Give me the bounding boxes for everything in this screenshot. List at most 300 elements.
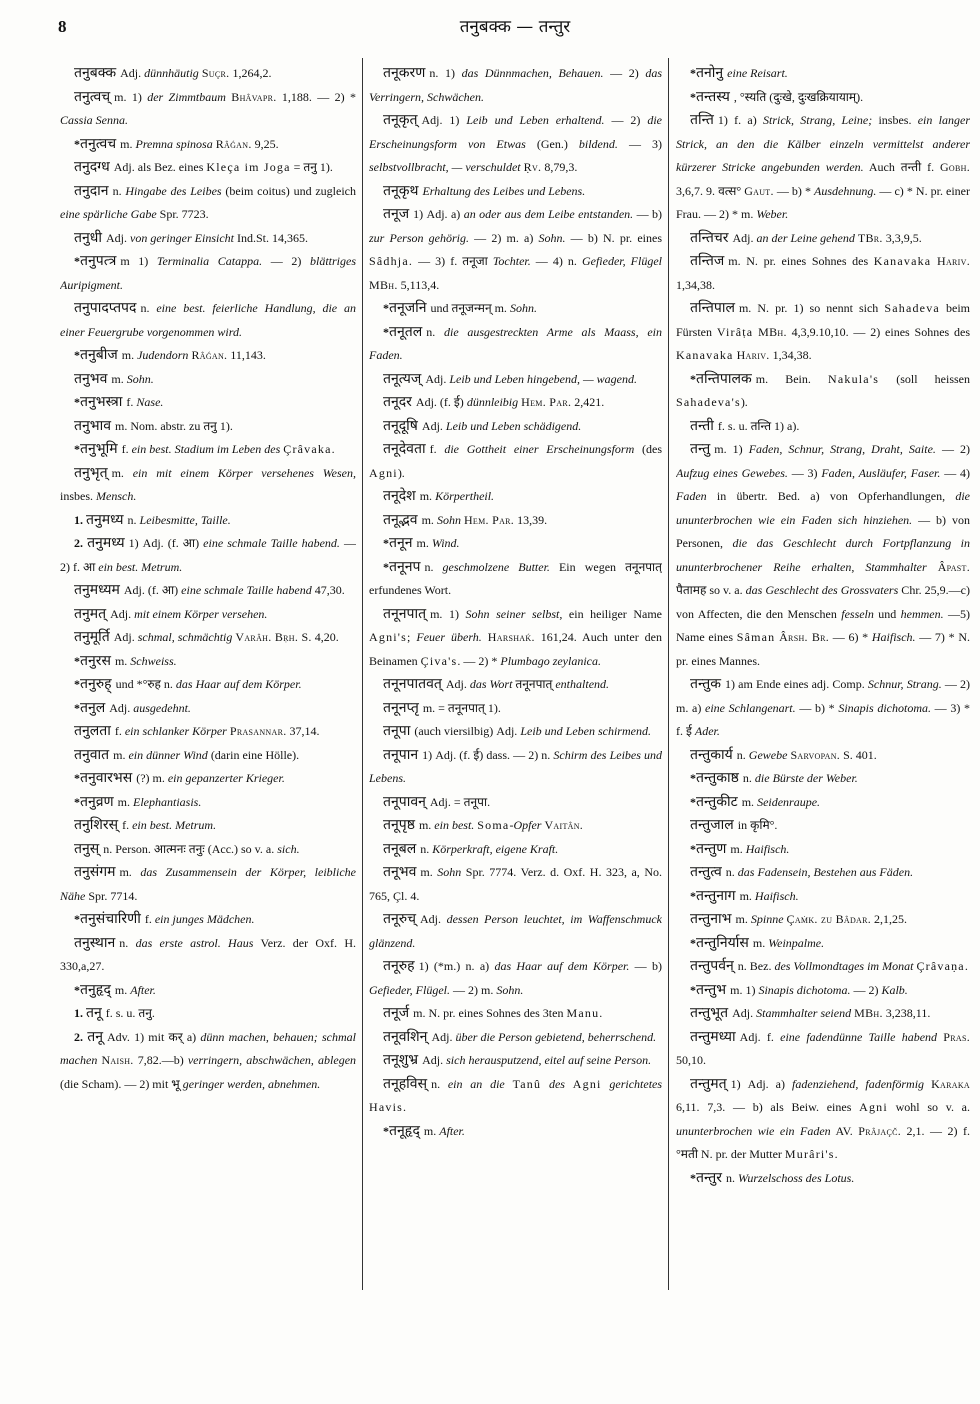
dictionary-entry — [676, 955, 970, 979]
entry-text: eine schmale Taille habend. — [203, 536, 340, 550]
entry-marker: 2. — [74, 1029, 83, 1044]
entry-text: Stammhalter seiend — [756, 1006, 852, 1020]
entry-text: — b) — [633, 207, 662, 221]
entry-text: Spr. 7723. — [156, 207, 209, 221]
entry-text: m. — [420, 865, 438, 879]
entry-text: Gaut. — [744, 183, 774, 198]
headword: तन्तुनाभ — [690, 911, 732, 927]
entry-text: 2,421. — [571, 395, 605, 409]
headword: तन्तुपर्वन् — [690, 958, 734, 974]
entry-marker: 1. — [74, 1006, 83, 1020]
entry-text: m. 1) — [730, 982, 759, 997]
entry-text: Terminalia Catappa. — [156, 254, 263, 268]
entry-text: 3,3,9,5. — [882, 230, 922, 245]
entry-text: Çrâvaka. — [283, 442, 336, 456]
dictionary-entry — [369, 720, 662, 744]
entry-text: ein mit einem Körper versehenes Wesen, — [132, 465, 356, 480]
entry-text: Varâh. Bṛh. S. — [235, 630, 312, 644]
entry-text: 6,11. 7,3. — b) als Beiw. eines — [676, 1100, 860, 1114]
entry-text: m. Bein. — [755, 371, 828, 386]
entry-text: eine Schlangenart. — [705, 700, 796, 715]
entry-text — [565, 1077, 573, 1091]
entry-text: - — [509, 818, 514, 832]
entry-text: Seidenraupe. — [757, 794, 821, 809]
dictionary-entry — [676, 415, 970, 439]
entry-text: MBh. — [758, 324, 787, 339]
headword: तनुरस — [80, 652, 111, 669]
headword: तनूपा — [383, 723, 411, 739]
column-2 — [369, 62, 662, 1392]
dictionary-entry — [676, 979, 970, 1003]
entry-marker: * — [383, 559, 389, 574]
headword: तनुपत्त्र — [80, 253, 117, 269]
entry-marker: * — [74, 912, 80, 926]
entry-text: Manu. — [566, 1006, 604, 1020]
entry-text: ein gepanzerter Krieger. — [167, 771, 285, 785]
entry-text: m. — [752, 935, 769, 950]
entry-text: n. — [119, 935, 136, 950]
dictionary-entry — [676, 814, 970, 838]
headword: तन्तुभ — [696, 981, 727, 998]
entry-text: Sohn — [436, 512, 461, 527]
entry-text: Kleça im Joga — [206, 160, 291, 174]
entry-text: Adj. — [732, 230, 757, 245]
entry-text: 1,188. — 2) * — [276, 89, 356, 104]
entry-text: — 3) — [787, 465, 822, 480]
headword: तन्तुकार्य — [690, 746, 733, 763]
entry-text: des Vollmondtages im Monat — [774, 959, 914, 973]
headword: तनूनप — [389, 558, 421, 575]
entry-text: m. — [419, 489, 436, 503]
entry-text: Leibesmitte, Taille. — [139, 512, 231, 527]
entry-text: wohl so v. a. — [887, 1100, 970, 1114]
entry-text: m. — [119, 865, 141, 879]
dictionary-entry — [369, 1002, 662, 1026]
dictionary-entry — [369, 391, 662, 415]
headword: तनू — [86, 1005, 102, 1021]
dictionary-entry — [60, 603, 356, 627]
dictionary-entry — [676, 744, 970, 768]
headword: तनूरुच् — [383, 911, 417, 927]
dictionary-entry — [60, 297, 356, 344]
headword: तनुलता — [74, 723, 111, 739]
entry-text: Sâdhja. — [369, 254, 414, 268]
entry-text: hemmen. — [900, 606, 944, 621]
entry-marker: * — [74, 136, 80, 151]
headword: तनुवारभस — [80, 770, 133, 786]
entry-text: Adj. — [120, 66, 145, 80]
entry-text: 3,6,7. 9. वत्स° — [676, 183, 745, 198]
dictionary-entry — [60, 1026, 356, 1097]
entry-text: Naish. — [101, 1053, 134, 1067]
entry-text: m. — [423, 1123, 440, 1138]
entry-text: das Verringern, Schwächen. — [369, 66, 662, 104]
entry-text: selbstvollbracht, — verschuldet — [369, 160, 521, 174]
entry-marker: * — [74, 442, 80, 456]
headword: तन्तिपाल — [690, 300, 735, 316]
dictionary-entry — [369, 485, 662, 509]
entry-text: 1) Adj. a) — [413, 207, 464, 221]
entry-text: Weber. — [756, 207, 789, 221]
headword: तनूवशिन् — [383, 1028, 428, 1045]
entry-text: fadenziehend, fadenförmig — [792, 1076, 925, 1091]
entry-text: 1,34,38. — [676, 277, 715, 292]
entry-text: — b) * — [795, 700, 839, 715]
headword: तनूदर — [383, 394, 412, 410]
entry-text: n. — [112, 183, 126, 198]
dictionary-entry — [676, 908, 970, 932]
headword: तन्तिपालक — [696, 370, 752, 387]
dictionary-entry — [60, 791, 356, 815]
entry-text: ein dünner Wind — [128, 747, 208, 762]
headword: तन्तुमध्या — [690, 1028, 736, 1045]
dictionary-entry — [60, 626, 356, 650]
entry-text: m. — [121, 348, 138, 362]
entry-text: über die Person gebietend, beherrschend. — [455, 1029, 657, 1044]
headword: तन्तुभूत — [690, 1005, 729, 1021]
entry-text — [927, 560, 938, 574]
dictionary-entry — [369, 791, 662, 815]
entry-text: n. — [424, 559, 443, 574]
entry-text: (auch viersilbig) Adj. — [414, 724, 521, 738]
entry-text: m. — [111, 465, 133, 480]
entry-text: Nakula's — [827, 371, 880, 386]
entry-marker: * — [690, 841, 696, 856]
entry-text: m. — [416, 536, 432, 550]
entry-text: 1,34,38. — [769, 348, 812, 362]
entry-text: Sahadeva — [884, 301, 940, 315]
entry-text: 1) Adj. a) — [730, 1076, 793, 1091]
entry-text: 4,3,9.10,10. — 2) eines Sohnes des — [786, 324, 970, 339]
dictionary-entry — [676, 673, 970, 744]
dictionary-entry — [676, 1167, 970, 1191]
entry-text: Ausdehnung. — [814, 183, 877, 198]
entry-text: geringer werden, abnehmen. — [182, 1076, 321, 1091]
headword: तन्ती — [690, 417, 714, 434]
headword: तनुव्रण — [80, 793, 114, 810]
entry-text: m. 1) — [714, 442, 749, 456]
headword: तन्तुक — [690, 676, 722, 692]
entry-text: ein an die — [447, 1076, 505, 1091]
entry-text: f. s. u. तन्ति 1) a). — [717, 418, 800, 433]
entry-text: das erste astrol. Haus — [135, 935, 254, 950]
entry-text: Hariv. — [736, 348, 770, 362]
entry-marker: * — [74, 677, 80, 691]
entry-marker: 1. — [74, 512, 83, 527]
entry-text: f. s. u. तनु. — [105, 1006, 155, 1020]
entry-text: — 2) — [603, 66, 646, 80]
entry-text: Wurzelschoss des Lotus. — [738, 1170, 855, 1185]
entry-text: die Erscheinungsform von Etwas — [369, 113, 662, 151]
entry-text: 3,238,11. — [882, 1006, 931, 1020]
headword: तनूपावन् — [383, 793, 426, 810]
dictionary-entry — [60, 1002, 356, 1026]
entry-text: —5) Name eines — [676, 606, 970, 644]
entry-text: dessen Person leuchtet, im Waffenschmuck glänzend. — [369, 912, 662, 950]
entry-text: n. — [726, 1170, 738, 1185]
headword: तनुधी — [74, 229, 102, 246]
entry-text: m. — [120, 136, 136, 151]
entry-text: (soll heissen — [879, 371, 970, 386]
entry-text: Spr. 7774. Verz. d. Oxf. H. 323, a, No. 765, Çl. 4. — [369, 865, 662, 903]
entry-marker: * — [383, 1123, 389, 1138]
dictionary-entry — [60, 86, 356, 133]
headword: तनुमध्य — [87, 535, 125, 551]
entry-text: Mensch. — [96, 489, 137, 503]
entry-text: Gefieder, Flügel. — [369, 982, 450, 997]
entry-text: — c) * N. pr. einer Frau. — 2) * m. — [676, 183, 970, 221]
entry-text: Weinpalme. — [768, 935, 825, 950]
entry-text: f. — [144, 912, 155, 926]
entry-text: m. — [735, 912, 751, 926]
entry-text: Ṛv. — [523, 160, 542, 174]
entry-text: Premna spinosa — [135, 136, 213, 151]
entry-text: f. — [429, 442, 445, 456]
entry-text: Gobh. — [939, 160, 970, 174]
headword: तनुरुह् — [80, 676, 112, 692]
entry-text: Sinapis dichotoma. — [758, 982, 851, 997]
dictionary-entry — [60, 462, 356, 509]
column-divider — [668, 58, 669, 1290]
headword: तन्तुकीट — [696, 793, 738, 810]
entry-text: und *°रुह n. — [115, 677, 176, 691]
dictionary-entry — [676, 932, 970, 956]
entry-text: das Geschlecht des Grossvaters — [745, 583, 899, 597]
entry-text: Verz. der Oxf. H. 330,a,27. — [60, 935, 356, 973]
entry-text: Feuer überh. — [416, 630, 482, 644]
headword: तनूबल — [383, 840, 417, 857]
dictionary-entry — [369, 532, 662, 556]
entry-marker: * — [690, 89, 696, 104]
entry-marker: * — [690, 66, 696, 80]
entry-text: Haifisch. — [871, 630, 916, 644]
entry-text: — 2) — [604, 113, 648, 127]
dictionary-entry — [369, 814, 662, 838]
dictionary-entry — [676, 767, 970, 791]
dictionary-entry — [60, 344, 356, 368]
headword: तनुत्वच् — [74, 88, 111, 105]
entry-text: m. — [739, 888, 755, 903]
entry-marker: * — [74, 653, 80, 668]
entry-text: — 3) f. तनूजा — [413, 254, 493, 268]
dictionary-entry — [60, 250, 356, 297]
dictionary-entry — [60, 579, 356, 603]
headword: तनूर्ज — [383, 1005, 410, 1021]
entry-text: पैतामह so v. a. — [676, 583, 746, 597]
entry-text: Elephantiasis. — [133, 794, 202, 809]
entry-text: n. 1) — [429, 66, 462, 80]
entry-text: Leib und Leben hingebend, — wagend. — [449, 371, 637, 386]
entry-marker: 2. — [74, 536, 83, 550]
headword: तनूशुभ्र — [383, 1052, 419, 1068]
entry-text: Nase. — [136, 395, 164, 409]
entry-marker: * — [74, 254, 80, 268]
entry-text: Adj. — [113, 630, 138, 644]
entry-text: Ader. — [694, 724, 720, 738]
dictionary-entry — [369, 744, 662, 791]
entry-text: Spinne — [750, 912, 784, 926]
entry-text: und तनूजन्मन् m. — [430, 301, 510, 315]
entry-text: Cassia Senna. — [60, 113, 129, 127]
headword: तन्तुण — [696, 840, 727, 857]
dictionary-entry — [369, 203, 662, 297]
entry-text: (Gen.) — [525, 136, 579, 151]
column-divider — [362, 58, 363, 1290]
entry-text: Kalb. — [881, 982, 908, 997]
entry-text: m. — [113, 747, 129, 762]
entry-text: Adj. — [421, 418, 446, 433]
headword: तनूभव — [383, 864, 417, 880]
entry-text: die Bürste der Weber. — [754, 771, 858, 785]
entry-text: Ârsh. Br. — [779, 630, 830, 644]
entry-text: beim Fürsten — [676, 301, 970, 339]
entry-text: Çrâvaṇa. — [916, 959, 970, 973]
entry-text: insbes. — [60, 489, 96, 503]
dictionary-entry — [60, 415, 356, 439]
entry-text: 13,39. — [514, 512, 548, 527]
dictionary-entry — [369, 509, 662, 533]
entry-text: 1) Adj. (f. आ) — [128, 536, 204, 550]
entry-text: m. Nom. abstr. zu तनु 1). — [115, 418, 233, 433]
headword: तनुवात — [74, 746, 110, 763]
entry-text: MBh. — [854, 1006, 883, 1020]
column-1 — [60, 62, 356, 1392]
entry-text: Kanavaka — [873, 254, 932, 268]
entry-text: Vaitân. — [544, 818, 584, 832]
dictionary-entry — [60, 156, 356, 180]
entry-text: m. — [730, 841, 746, 856]
entry-text: After. — [439, 1123, 465, 1138]
entry-text: Sohn. — [538, 230, 566, 245]
entry-text: Adj. — [431, 1029, 456, 1044]
entry-text: Gewebe — [748, 747, 788, 762]
headword: तनूनप्तृ — [383, 699, 419, 716]
entry-text: ; — [407, 630, 417, 644]
entry-text: Faden, Ausläufer, Faser. — [821, 465, 941, 480]
entry-text: ein langer Strick, an den die Kälber einzeln vermittelst anderer kürzerer Stricke angebunden werden. — [676, 113, 970, 174]
entry-text: Adj. (f. आ) — [123, 583, 182, 597]
entry-text: des — [548, 1076, 565, 1091]
headword: तनूज — [383, 206, 410, 222]
entry-text: Soma — [477, 818, 510, 832]
entry-text: Murâri's. — [784, 1147, 839, 1161]
entry-text: Adj. als Bez. eines — [113, 160, 207, 174]
entry-text: ein best. — [434, 818, 475, 832]
entry-text: — b) N. pr. eines — [565, 230, 662, 245]
headword: तनुबक्क — [74, 65, 117, 81]
entry-text: die Gottheit einer Erscheinungsform — [444, 442, 635, 456]
headword: तनूहविस् — [383, 1075, 428, 1092]
dictionary-entry — [369, 1073, 662, 1120]
entry-text: Adj. — [106, 230, 130, 245]
entry-text: 9,25. — [251, 136, 279, 151]
entry-text: TBr. — [857, 230, 883, 245]
entry-text: Adj. — [425, 371, 450, 386]
dictionary-entry — [60, 814, 356, 838]
entry-text: — 2) — [935, 442, 970, 456]
entry-text: Strick, Strang, Leine; — [763, 113, 873, 127]
dictionary-entry — [676, 885, 970, 909]
dictionary-entry — [369, 368, 662, 392]
entry-text: Plumbago zeylanica. — [500, 653, 602, 668]
dictionary-entry — [369, 1026, 662, 1050]
entry-text: das Wort — [469, 677, 513, 691]
headword: तनुस् — [74, 840, 100, 857]
dictionary-entry — [60, 650, 356, 674]
headword: तनुसंचारिणी — [80, 911, 141, 927]
entry-text: (?) m. — [136, 771, 168, 785]
headword: तनूदेश — [383, 488, 416, 504]
entry-text: Opfer — [513, 818, 542, 832]
entry-text: — b) * — [773, 183, 815, 198]
running-title: तनुबक्क — तन्तुर — [459, 17, 571, 37]
page-number: 8 — [58, 17, 67, 36]
entry-marker: * — [383, 324, 389, 339]
entry-text: Leib und Leben schädigend. — [445, 418, 582, 433]
entry-text: das Dünnmachen, Behauen. — [461, 66, 604, 80]
entry-text: Haifisch. — [754, 888, 799, 903]
dictionary-entry — [60, 509, 356, 533]
entry-marker: * — [383, 301, 389, 315]
column-3 — [676, 62, 970, 1392]
entry-text: — 2) f. आ — [60, 536, 356, 574]
entry-text: m. — [418, 818, 435, 832]
dictionary-entry — [60, 133, 356, 157]
dictionary-entry — [60, 391, 356, 415]
entry-text: von geringer Einsicht — [130, 230, 234, 245]
entry-text: f. — [126, 395, 137, 409]
entry-text: m 1) — [120, 254, 157, 268]
entry-text: 1) am Ende eines adj. Comp. — [725, 677, 868, 691]
dictionary-entry — [369, 321, 662, 368]
entry-text: an oder aus dem Leibe entstanden. — [463, 207, 634, 221]
entry-text: Faden, Schnur, Strang, Draht, Saite. — [748, 442, 936, 456]
entry-text: Adj. — [445, 677, 470, 691]
headword: तनुत्वच — [80, 135, 117, 152]
headword: तनूनपातवत् — [383, 676, 442, 692]
entry-text: 11,143. — [227, 348, 266, 362]
headword: तनोनु — [696, 65, 724, 81]
entry-text: (darin eine Hölle). — [207, 747, 300, 762]
dictionary-entry — [369, 955, 662, 1002]
headword: तनुभव — [74, 370, 108, 387]
entry-text: sich herausputzend, eitel auf seine Person. — [446, 1053, 652, 1067]
entry-text: — 2) m. — [449, 982, 497, 997]
entry-text: Hariv. — [936, 254, 970, 268]
entry-text: 1) f. a) — [717, 113, 764, 127]
entry-text: insbes. — [872, 113, 918, 127]
entry-text: Sâman — [736, 630, 776, 644]
entry-text: n. — [736, 747, 749, 762]
entry-text: die ununterbrochen wie ein Faden sich hinziehen. — [676, 489, 970, 527]
entry-text: das Zusammensein der Körper, leibliche Nähe — [60, 865, 356, 903]
dictionary-entry — [60, 932, 356, 979]
entry-text: das Haar auf dem Körper. — [494, 959, 630, 973]
entry-text: 37,14. — [286, 724, 320, 738]
dictionary-entry — [60, 767, 356, 791]
dictionary-entry — [60, 908, 356, 932]
entry-text: (des — [634, 442, 662, 456]
entry-text: Sohn seiner selbst, — [465, 606, 563, 621]
entry-text: der Zimmtbaum — [147, 89, 226, 104]
entry-text: Prâjaçč. — [858, 1123, 902, 1138]
dictionary-entry — [676, 368, 970, 415]
entry-text: — 2) m. a) — [676, 677, 970, 715]
entry-text: Adj. 1) — [421, 113, 467, 127]
entry-text: (beim coitus) und zugleich — [221, 183, 356, 198]
dictionary-entry — [676, 1026, 970, 1073]
entry-text: , °स्यति (दुःखे, दुःखक्रियायाम्). — [733, 89, 864, 104]
